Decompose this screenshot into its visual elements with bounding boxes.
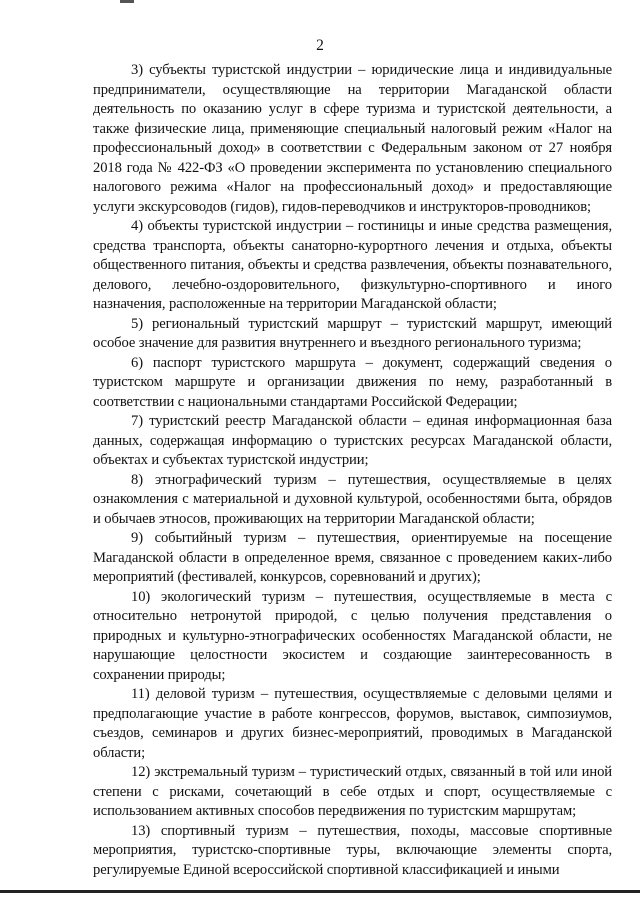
paragraph-item-4: 4) объекты туристской индустрии – гостиницы и иные средства размещения, средства транспорта, объекты санаторно-курортного лечения и отдыха, объекты общественного питания, объекты и средства развлечения, объекты познавательного, делового, лечебно-оздоровительного, физкультурно-спортивного и иного назначения, расположенные на территории Магаданской области; — [93, 218, 612, 312]
page-number: 2 — [316, 37, 324, 54]
paragraph-item-3: 3) субъекты туристской индустрии – юридические лица и индивидуальные предприниматели, осуществляющие на территории Магаданской области деятельность по оказанию услуг в сфере туризма и туристской деятельности, а также физические лица, применяющие специальный налоговый режим «Налог на профессиональный доход» в соответствии с Федеральным законом от 27 ноября 2018 года № 422-ФЗ «О проведении эксперимента по установлению специального налогового режима «Налог на профессиональный доход» и предоставляющие услуги экскурсоводов (гидов), гидов-переводчиков и инструкторов-проводников; — [93, 62, 612, 215]
paragraph-item-13: 13) спортивный туризм – путешествия, походы, массовые спортивные мероприятия, туристско-спортивные туры, включающие элементы спорта, регулируемые Единой всероссийской спортивной классификацией и иными — [93, 822, 612, 878]
paragraph-item-5: 5) региональный туристский маршрут – туристский маршрут, имеющий особое значение для развития внутреннего и въездного регионального туризма; — [93, 315, 612, 351]
paragraph-item-7: 7) туристский реестр Магаданской области – единая информационная база данных, содержащая информацию о туристских ресурсах Магаданской области, объектах и субъектах туристской индустрии; — [93, 413, 612, 468]
paragraph-item-10: 10) экологический туризм – путешествия, осуществляемые в места с относительно нетронутой природой, с целью получения представления о природных и культурно-этнографических особенностях Магаданской области, не нарушающие целостности экосистем и создающие заинтересованность в сохранении природы; — [93, 588, 612, 683]
page-bottom-rule — [0, 890, 640, 893]
paragraph-item-8: 8) этнографический туризм – путешествия, осуществляемые в целях ознакомления с материальной и духовной культурой, особенностями быта, обрядов и обычаев этносов, проживающих на территории Магаданской области; — [93, 471, 612, 527]
scan-mark — [120, 0, 134, 3]
paragraph-item-6: 6) паспорт туристского маршрута – документ, содержащий сведения о туристском маршруте и организации движения по нему, разработанный в соответствии с национальными стандартами Российской Федерации; — [93, 354, 612, 410]
document-body — [93, 61, 612, 880]
paragraph-item-12: 12) экстремальный туризм – туристический отдых, связанный в той или иной степени с рисками, сочетающий в себе отдых и спорт, осуществляемые с использованием активных способов передвижения по туристским маршрутам; — [93, 764, 612, 819]
paragraph-item-9: 9) событийный туризм – путешествия, ориентируемые на посещение Магаданской области в определенное время, связанное с проведением каких-либо мероприятий (фестивалей, конкурсов, соревнований и других); — [93, 530, 612, 585]
paragraph-item-11: 11) деловой туризм – путешествия, осуществляемые с деловыми целями и предполагающие участие в работе конгрессов, форумов, выставок, симпозиумов, съездов, семинаров и других бизнес-мероприятий, проводимых в Магаданской области; — [93, 686, 612, 761]
